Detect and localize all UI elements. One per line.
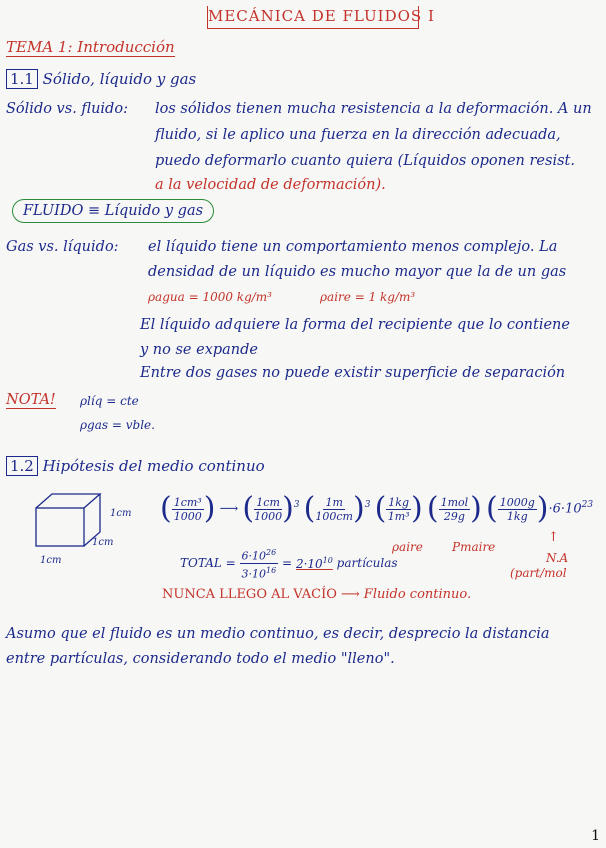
- nota-line-2: ρgas = vble.: [80, 418, 155, 432]
- section-title: Hipótesis del medio continuo: [42, 457, 265, 475]
- solid-line-2: fluido, si le aplico una fuerza en la dirección adecuada,: [155, 127, 561, 143]
- fraction: $\frac{6\cdot 10^{26}}{3\cdot 10^{16}}$: [241, 548, 277, 581]
- page-title: MECÁNICA DE FLUIDOS I: [207, 6, 419, 29]
- nota-label: NOTA!: [6, 392, 56, 408]
- label-na: N.A: [546, 551, 569, 565]
- conclusion-line-2: entre partículas, considerando todo el medio "lleno".: [6, 651, 395, 667]
- cube-side-label: 1cm: [92, 537, 114, 548]
- gas-line-2: densidad de un líquido es mucho mayor que la de un gas: [148, 264, 567, 280]
- fluid-definition: FLUIDO ≡ Líquido y gas: [12, 199, 214, 223]
- gas-lead: Gas vs. líquido:: [6, 239, 119, 255]
- section-number: 1.2: [6, 456, 38, 476]
- fraction: $\frac{1000g}{1kg}$: [499, 495, 535, 523]
- section-title: Sólido, líquido y gas: [42, 70, 197, 88]
- conclusion-line-1: Asumo que el fluido es un medio continuo, es decir, desprecio la distancia: [6, 626, 550, 642]
- conclusion-arrow: NUNCA LLEGO AL VACÍO ⟶ Fluido continuo.: [162, 587, 472, 602]
- solid-line-1: los sólidos tienen mucha resistencia a la deformación. A un: [155, 101, 592, 117]
- page-number: 1: [591, 828, 600, 844]
- gas-line-5: y no se expande: [140, 342, 258, 358]
- fraction: $\frac{\text{1mol}}{29g}$: [440, 495, 469, 523]
- section-1-2-heading: [6, 457, 265, 475]
- label-paire: ρaire: [392, 540, 423, 554]
- fraction: $\frac{1m}{100cm}$: [315, 495, 353, 523]
- cube-bottom-label: 1cm: [40, 555, 62, 566]
- fraction: $\frac{1kg}{\text{1m³}}$: [387, 495, 410, 523]
- nota-line-1: ρlíq = cte: [80, 394, 139, 408]
- up-arrow-icon: ↑: [548, 530, 559, 545]
- section-number: 1.1: [6, 69, 38, 89]
- solid-lead: Sólido vs. fluido:: [6, 101, 128, 117]
- total-calculation: TOTAL = $\frac{6\cdot 10^{26}}{3\cdot 10^{16}}$ = $2\cdot 10^{10}$ partículas: [180, 548, 398, 581]
- conversion-formula: ( $\frac{\text{1cm³}}{1000}$ ) ⟶ ( $\frac{1cm}{1000}$ )$^3$ ( $\frac{1m}{100cm}$ )$^3$ ( $\frac{1kg}{\text{1m³}}$ ) ( $\frac{\text{1mol}}{29g}$ ) ( $\frac{1000g}{1kg}$ )$\cdot 6\cdot 10^{23}$: [160, 491, 594, 526]
- gas-line-6: Entre dos gases no puede existir superficie de separación: [140, 365, 566, 381]
- density-water: ρagua = 1000 kg/m³: [148, 290, 272, 304]
- gas-line-4: El líquido adquiere la forma del recipiente que lo contiene: [140, 317, 570, 333]
- fraction: $\frac{\text{1cm³}}{1000}$: [173, 495, 202, 523]
- fraction: $\frac{1cm}{1000}$: [254, 495, 283, 523]
- density-air: ρaire = 1 kg/m³: [320, 290, 416, 304]
- label-na-unit: (part/mol: [510, 566, 567, 580]
- solid-line-3: puedo deformarlo cuanto quiera (Líquidos oponen resist.: [155, 153, 575, 169]
- solid-line-4: a la velocidad de deformación).: [155, 177, 386, 193]
- label-pmaire: Pmaire: [452, 540, 496, 554]
- gas-line-1: el líquido tiene un comportamiento menos complejo. La: [148, 239, 558, 255]
- section-1-1-heading: [6, 70, 196, 88]
- cube-top-label: 1cm: [110, 508, 132, 519]
- topic-heading: TEMA 1: Introducción: [6, 38, 175, 56]
